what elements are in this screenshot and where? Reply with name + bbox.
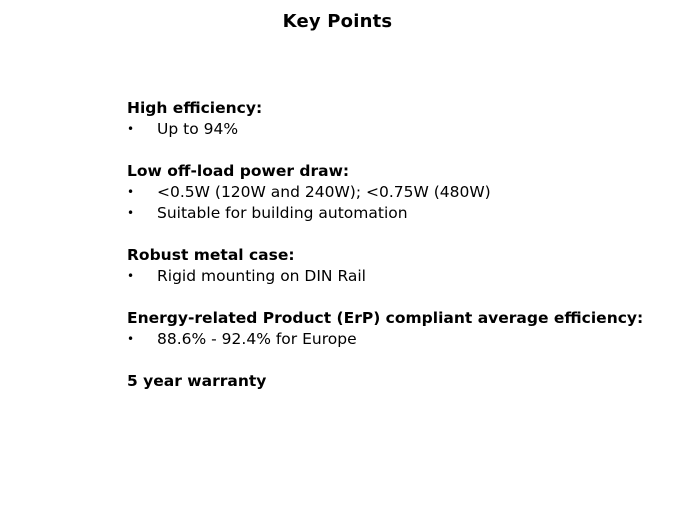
section-heading: 5 year warranty (127, 372, 267, 390)
bullet-icon: • (127, 206, 135, 220)
section-heading: Energy-related Product (ErP) compliant average efficiency: (127, 309, 644, 327)
section-low-off-load (127, 161, 647, 224)
section-heading: High efficiency: (127, 99, 263, 117)
bullet-icon: • (127, 122, 135, 136)
bullet-text: 88.6% - 92.4% for Europe (157, 330, 357, 348)
bullet-icon: • (127, 332, 135, 346)
key-points-content (127, 98, 647, 413)
bullet-text: <0.5W (120W and 240W); <0.75W (480W) (157, 183, 491, 201)
bullet-item (127, 203, 647, 224)
bullet-item (127, 329, 647, 350)
section-erp-compliant (127, 308, 647, 350)
bullet-list (127, 119, 647, 140)
bullet-list (127, 329, 647, 350)
bullet-text: Suitable for building automation (157, 204, 408, 222)
section-robust-metal-case (127, 245, 647, 287)
slide-title: Key Points (282, 11, 393, 32)
bullet-text: Up to 94% (157, 120, 239, 138)
bullet-text: Rigid mounting on DIN Rail (157, 267, 366, 285)
bullet-item (127, 182, 647, 203)
bullet-item (127, 266, 647, 287)
bullet-item (127, 119, 647, 140)
section-warranty (127, 371, 647, 392)
bullet-icon: • (127, 269, 135, 283)
bullet-list (127, 266, 647, 287)
section-heading: Low off-load power draw: (127, 162, 350, 180)
bullet-icon: • (127, 185, 135, 199)
section-high-efficiency (127, 98, 647, 140)
section-heading: Robust metal case: (127, 246, 295, 264)
bullet-list (127, 182, 647, 224)
